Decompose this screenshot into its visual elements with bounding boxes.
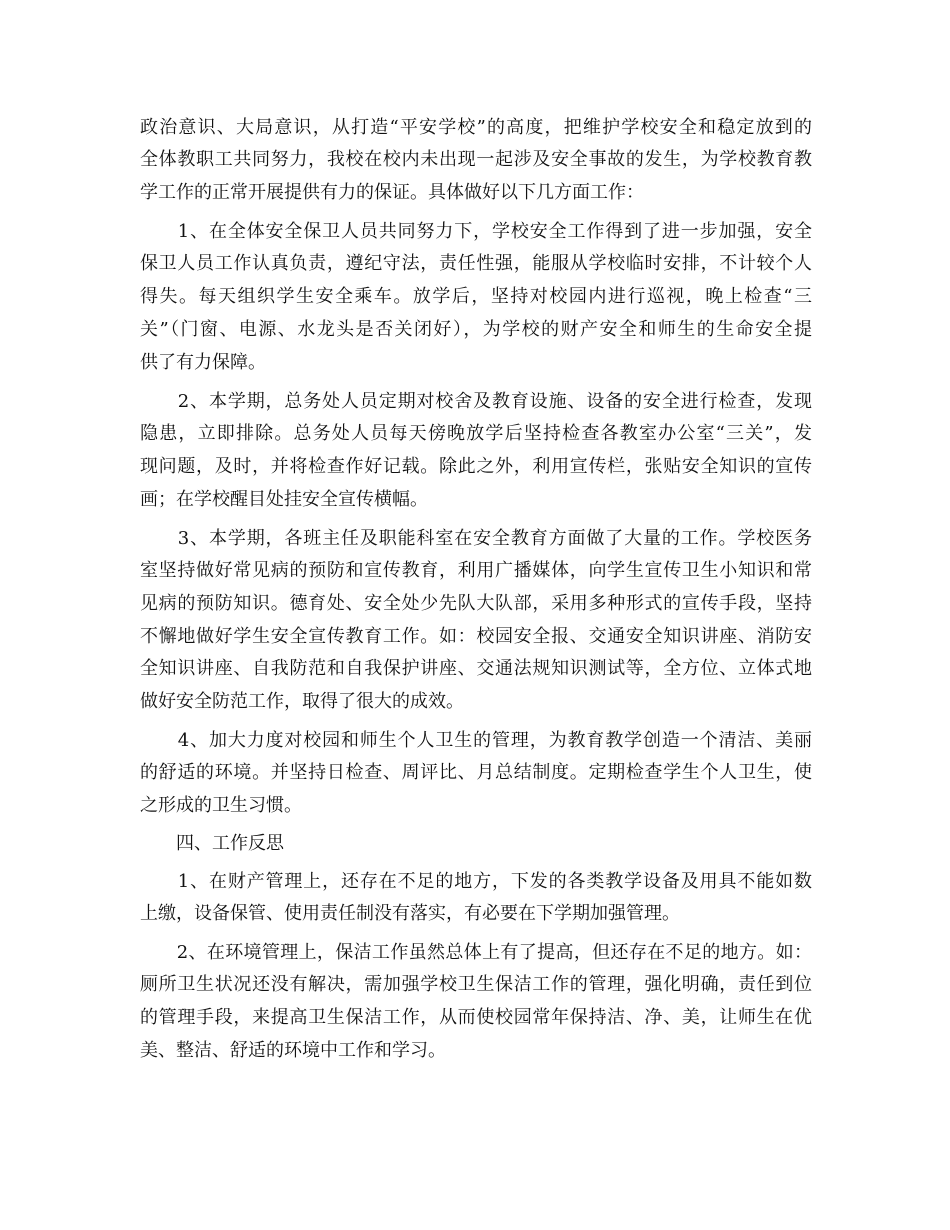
text-line: 2、在环境管理上，保洁工作虽然总体上有了提高，但还存在不足的地方。如： <box>140 942 812 963</box>
text-line: 做好安全防范工作，取得了很大的成效。 <box>140 691 464 712</box>
text-line: 见病的预防知识。德育处、安全处少先队大队部，采用多种形式的宣传手段，坚持 <box>140 593 812 614</box>
text-line: 政治意识、大局意识，从打造“平安学校”的高度，把维护学校安全和稳定放到的 <box>140 117 812 138</box>
text-line: 全知识讲座、自我防范和自我保护讲座、交通法规知识测试等，全方位、立体式地 <box>140 658 812 679</box>
text-line: 关”（门窗、电源、水龙头是否关闭好），为学校的财产安全和师生的生命安全提 <box>140 319 812 340</box>
text-line: 4、加大力度对校园和师生个人卫生的管理，为教育教学创造一个清洁、美丽 <box>140 730 812 751</box>
text-line: 不懈地做好学生安全宣传教育工作。如：校园安全报、交通安全知识讲座、消防安 <box>140 626 812 647</box>
text-line: 画；在学校醒目处挂安全宣传横幅。 <box>140 489 428 510</box>
text-line: 隐患，立即排除。总务处人员每天傍晚放学后坚持检查各教室办公室“三关”，发 <box>140 423 812 444</box>
text-line: 得失。每天组织学生安全乘车。放学后，坚持对校园内进行巡视，晚上检查“三 <box>140 286 812 307</box>
text-line: 全体教职工共同努力，我校在校内未出现一起涉及安全事故的发生，为学校教育教 <box>140 149 812 170</box>
text-line: 室坚持做好常见病的预防和宣传教育，利用广播媒体，向学生宣传卫生小知识和常 <box>140 560 812 581</box>
text-line: 学工作的正常开展提供有力的保证。具体做好以下几方面工作： <box>140 182 644 203</box>
text-line: 之形成的卫生习惯。 <box>140 795 302 816</box>
section-heading: 四、工作反思 <box>140 833 284 854</box>
text-line: 厕所卫生状况还没有解决，需加强学校卫生保洁工作的管理，强化明确，责任到位 <box>140 974 812 995</box>
text-line: 保卫人员工作认真负责，遵纪守法，责任性强，能服从学校临时安排，不计较个人 <box>140 253 812 274</box>
text-line: 美、整洁、舒适的环境中工作和学习。 <box>140 1040 446 1061</box>
text-line: 的舒适的环境。并坚持日检查、周评比、月总结制度。定期检查学生个人卫生，使 <box>140 762 812 783</box>
text-line: 3、本学期，各班主任及职能科室在安全教育方面做了大量的工作。学校医务 <box>140 528 812 549</box>
text-line: 现问题，及时，并将检查作好记载。除此之外，利用宣传栏，张贴安全知识的宣传 <box>140 456 812 477</box>
text-line: 的管理手段，来提高卫生保洁工作，从而使校园常年保持洁、净、美，让师生在优 <box>140 1007 812 1028</box>
text-line: 供了有力保障。 <box>140 352 266 373</box>
text-line: 上缴，设备保管、使用责任制没有落实，有必要在下学期加强管理。 <box>140 903 680 924</box>
text-line: 1、在财产管理上，还存在不足的地方，下发的各类教学设备及用具不能如数 <box>140 871 812 892</box>
text-line: 1、在全体安全保卫人员共同努力下，学校安全工作得到了进一步加强，安全 <box>140 221 812 242</box>
text-line: 2、本学期，总务处人员定期对校舍及教育设施、设备的安全进行检查，发现 <box>140 391 812 412</box>
